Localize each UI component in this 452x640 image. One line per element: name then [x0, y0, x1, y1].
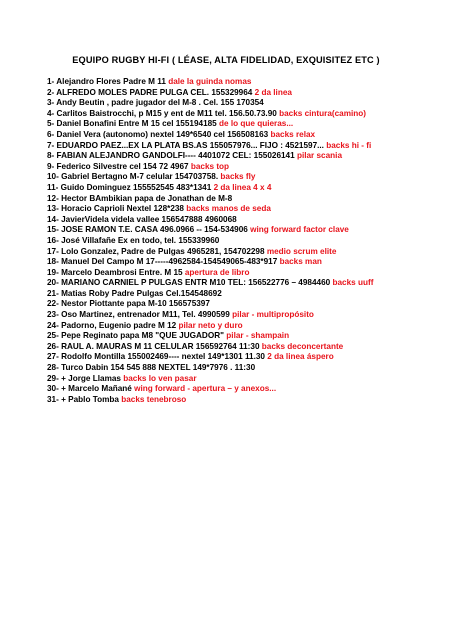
entry-note: medio scrum elite: [266, 246, 337, 256]
entry-text: 7- EDUARDO PAEZ...EX LA PLATA BS.AS 155057976... FIJO : 4521597...: [47, 140, 327, 150]
entry-note: pilar - multipropósito: [232, 310, 314, 320]
list-item: [47, 289, 447, 300]
list-item: [47, 141, 447, 152]
list-item: [47, 342, 447, 353]
entry-text: 5- Daniel Bonafini Entre M 15 cel 155194185: [47, 119, 220, 129]
list-item: [47, 268, 447, 279]
entry-note: wing forward factor clave: [250, 225, 349, 235]
entry-text: 23- Oso Martinez, entrenador M11, Tel. 4990599: [47, 310, 233, 320]
list-item: [47, 119, 447, 130]
list-item: [47, 374, 447, 385]
entry-note: wing forward - apertura – y anexos...: [134, 384, 277, 394]
entry-note: backs top: [190, 161, 230, 171]
page-title: EQUIPO RUGBY HI-FI ( LÉASE, ALTA FIDELIDAD, EXQUISITEZ ETC ): [72, 55, 380, 65]
list-item: [47, 321, 447, 332]
entry-text: 15- JOSE RAMON T.E. CASA 496.0966 -- 154-534906: [47, 225, 251, 235]
list-item: [47, 384, 447, 395]
entry-text: 1- Alejandro Flores Padre M 11: [47, 77, 169, 86]
entry-text: 30- + Marcelo Mañané: [47, 384, 135, 394]
entry-text: 6- Daniel Vera (autonomo) nextel 149*6540 cel 156508163: [47, 129, 271, 139]
list-item: [47, 352, 447, 363]
list-item: [47, 130, 447, 141]
entry-text: 27- Rodolfo Montilla 155002469---- nextel 149*1301 11.30: [47, 352, 268, 362]
entry-note: 2 da linea 4 x 4: [213, 182, 272, 192]
entry-note: backs cintura(camino): [279, 108, 366, 118]
entry-note: backs man: [279, 257, 322, 267]
entry-text: 21- Matias Roby Padre Pulgas Cel.154548692: [47, 288, 222, 298]
entry-text: 19- Marcelo Deambrosi Entre. M 15: [47, 267, 185, 277]
list-item: [47, 363, 447, 374]
entry-note: apertura de libro: [184, 267, 250, 277]
player-list: [47, 77, 447, 405]
entry-text: 9- Federico Silvestre cel 154 72 4967: [47, 161, 191, 171]
entry-text: 2- ALFREDO MOLES PADRE PULGA CEL. 155329964: [47, 87, 255, 97]
list-item: [47, 194, 447, 205]
list-item: [47, 183, 447, 194]
entry-text: 26- RAUL A. MAURAS M 11 CELULAR 156592764 11:30: [47, 341, 262, 351]
entry-note: pilar neto y duro: [178, 320, 243, 330]
list-item: [47, 247, 447, 258]
entry-text: 12- Hector BAmbikian papa de Jonathan de M-8: [47, 193, 233, 203]
entry-note: dale la guinda nomas: [168, 77, 252, 86]
entry-note: backs manos de seda: [186, 204, 271, 214]
list-item: [47, 88, 447, 99]
entry-note: backs tenebroso: [121, 394, 187, 404]
list-item: [47, 77, 447, 88]
list-item: [47, 151, 447, 162]
entry-note: 2 da linea áspero: [267, 352, 334, 362]
list-item: [47, 225, 447, 236]
entry-note: 2 da linea: [254, 87, 292, 97]
list-item: [47, 331, 447, 342]
entry-text: 4- Carlitos Baistrocchi, p M15 y ent de M11 tel. 156.50.73.90: [47, 108, 280, 118]
list-item: [47, 162, 447, 173]
entry-text: 14- JavierVidela videla vallee 156547888 4960068: [47, 214, 237, 224]
entry-text: 11- Guido Dominguez 155552545 483*1341: [47, 182, 214, 192]
list-item: [47, 299, 447, 310]
entry-note: backs uuff: [332, 278, 374, 288]
list-item: [47, 109, 447, 120]
entry-note: pilar scania: [296, 151, 342, 161]
entry-note: backs deconcertante: [261, 341, 344, 351]
list-item: [47, 236, 447, 247]
entry-note: backs lo ven pasar: [123, 373, 197, 383]
list-item: [47, 278, 447, 289]
entry-text: 22- Nestor Piottante papa M-10 156575397: [47, 299, 210, 309]
entry-text: 25- Pepe Reginato papa M8 "QUE JUGADOR": [47, 331, 227, 341]
entry-note: backs fly: [220, 172, 256, 182]
entry-text: 24- Padorno, Eugenio padre M 12: [47, 320, 179, 330]
list-item: [47, 215, 447, 226]
entry-text: 8- FABIAN ALEJANDRO GANDOLFI---- 4401072 CEL: 155026141: [47, 151, 297, 161]
entry-text: 29- + Jorge Llamas: [47, 373, 124, 383]
entry-text: 17- Lolo Gonzalez, Padre de Pulgas 4965281, 154702298: [47, 246, 267, 256]
list-item: [47, 395, 447, 406]
entry-text: 18- Manuel Del Campo M 17-----4962584-154549065-483*917: [47, 257, 280, 267]
entry-text: 10- Gabriel Bertagno M-7 celular 154703758.: [47, 172, 221, 182]
list-item: [47, 172, 447, 183]
entry-text: 3- Andy Beutin , padre jugador del M-8 . Cel. 155 170354: [47, 98, 264, 108]
list-item: [47, 257, 447, 268]
entry-text: 28- Turco Dabin 154 545 888 NEXTEL 149*7976 . 11:30: [47, 363, 256, 373]
entry-text: 16- José Villafañe Ex en todo, tel. 155339960: [47, 235, 220, 245]
list-item: [47, 204, 447, 215]
list-item: [47, 310, 447, 321]
entry-text: 31- + Pablo Tomba: [47, 394, 122, 404]
entry-note: de lo que quieras...: [219, 119, 294, 129]
entry-note: pilar - shampain: [226, 331, 290, 341]
list-item: [47, 98, 447, 109]
entry-text: 20- MARIANO CARNIEL P PULGAS ENTR M10 TEL: 156522776 – 4984460: [47, 278, 333, 288]
entry-note: backs hi - fi: [326, 140, 372, 150]
entry-note: backs relax: [270, 129, 316, 139]
entry-text: 13- Horacio Caprioli Nextel 128*238: [47, 204, 187, 214]
